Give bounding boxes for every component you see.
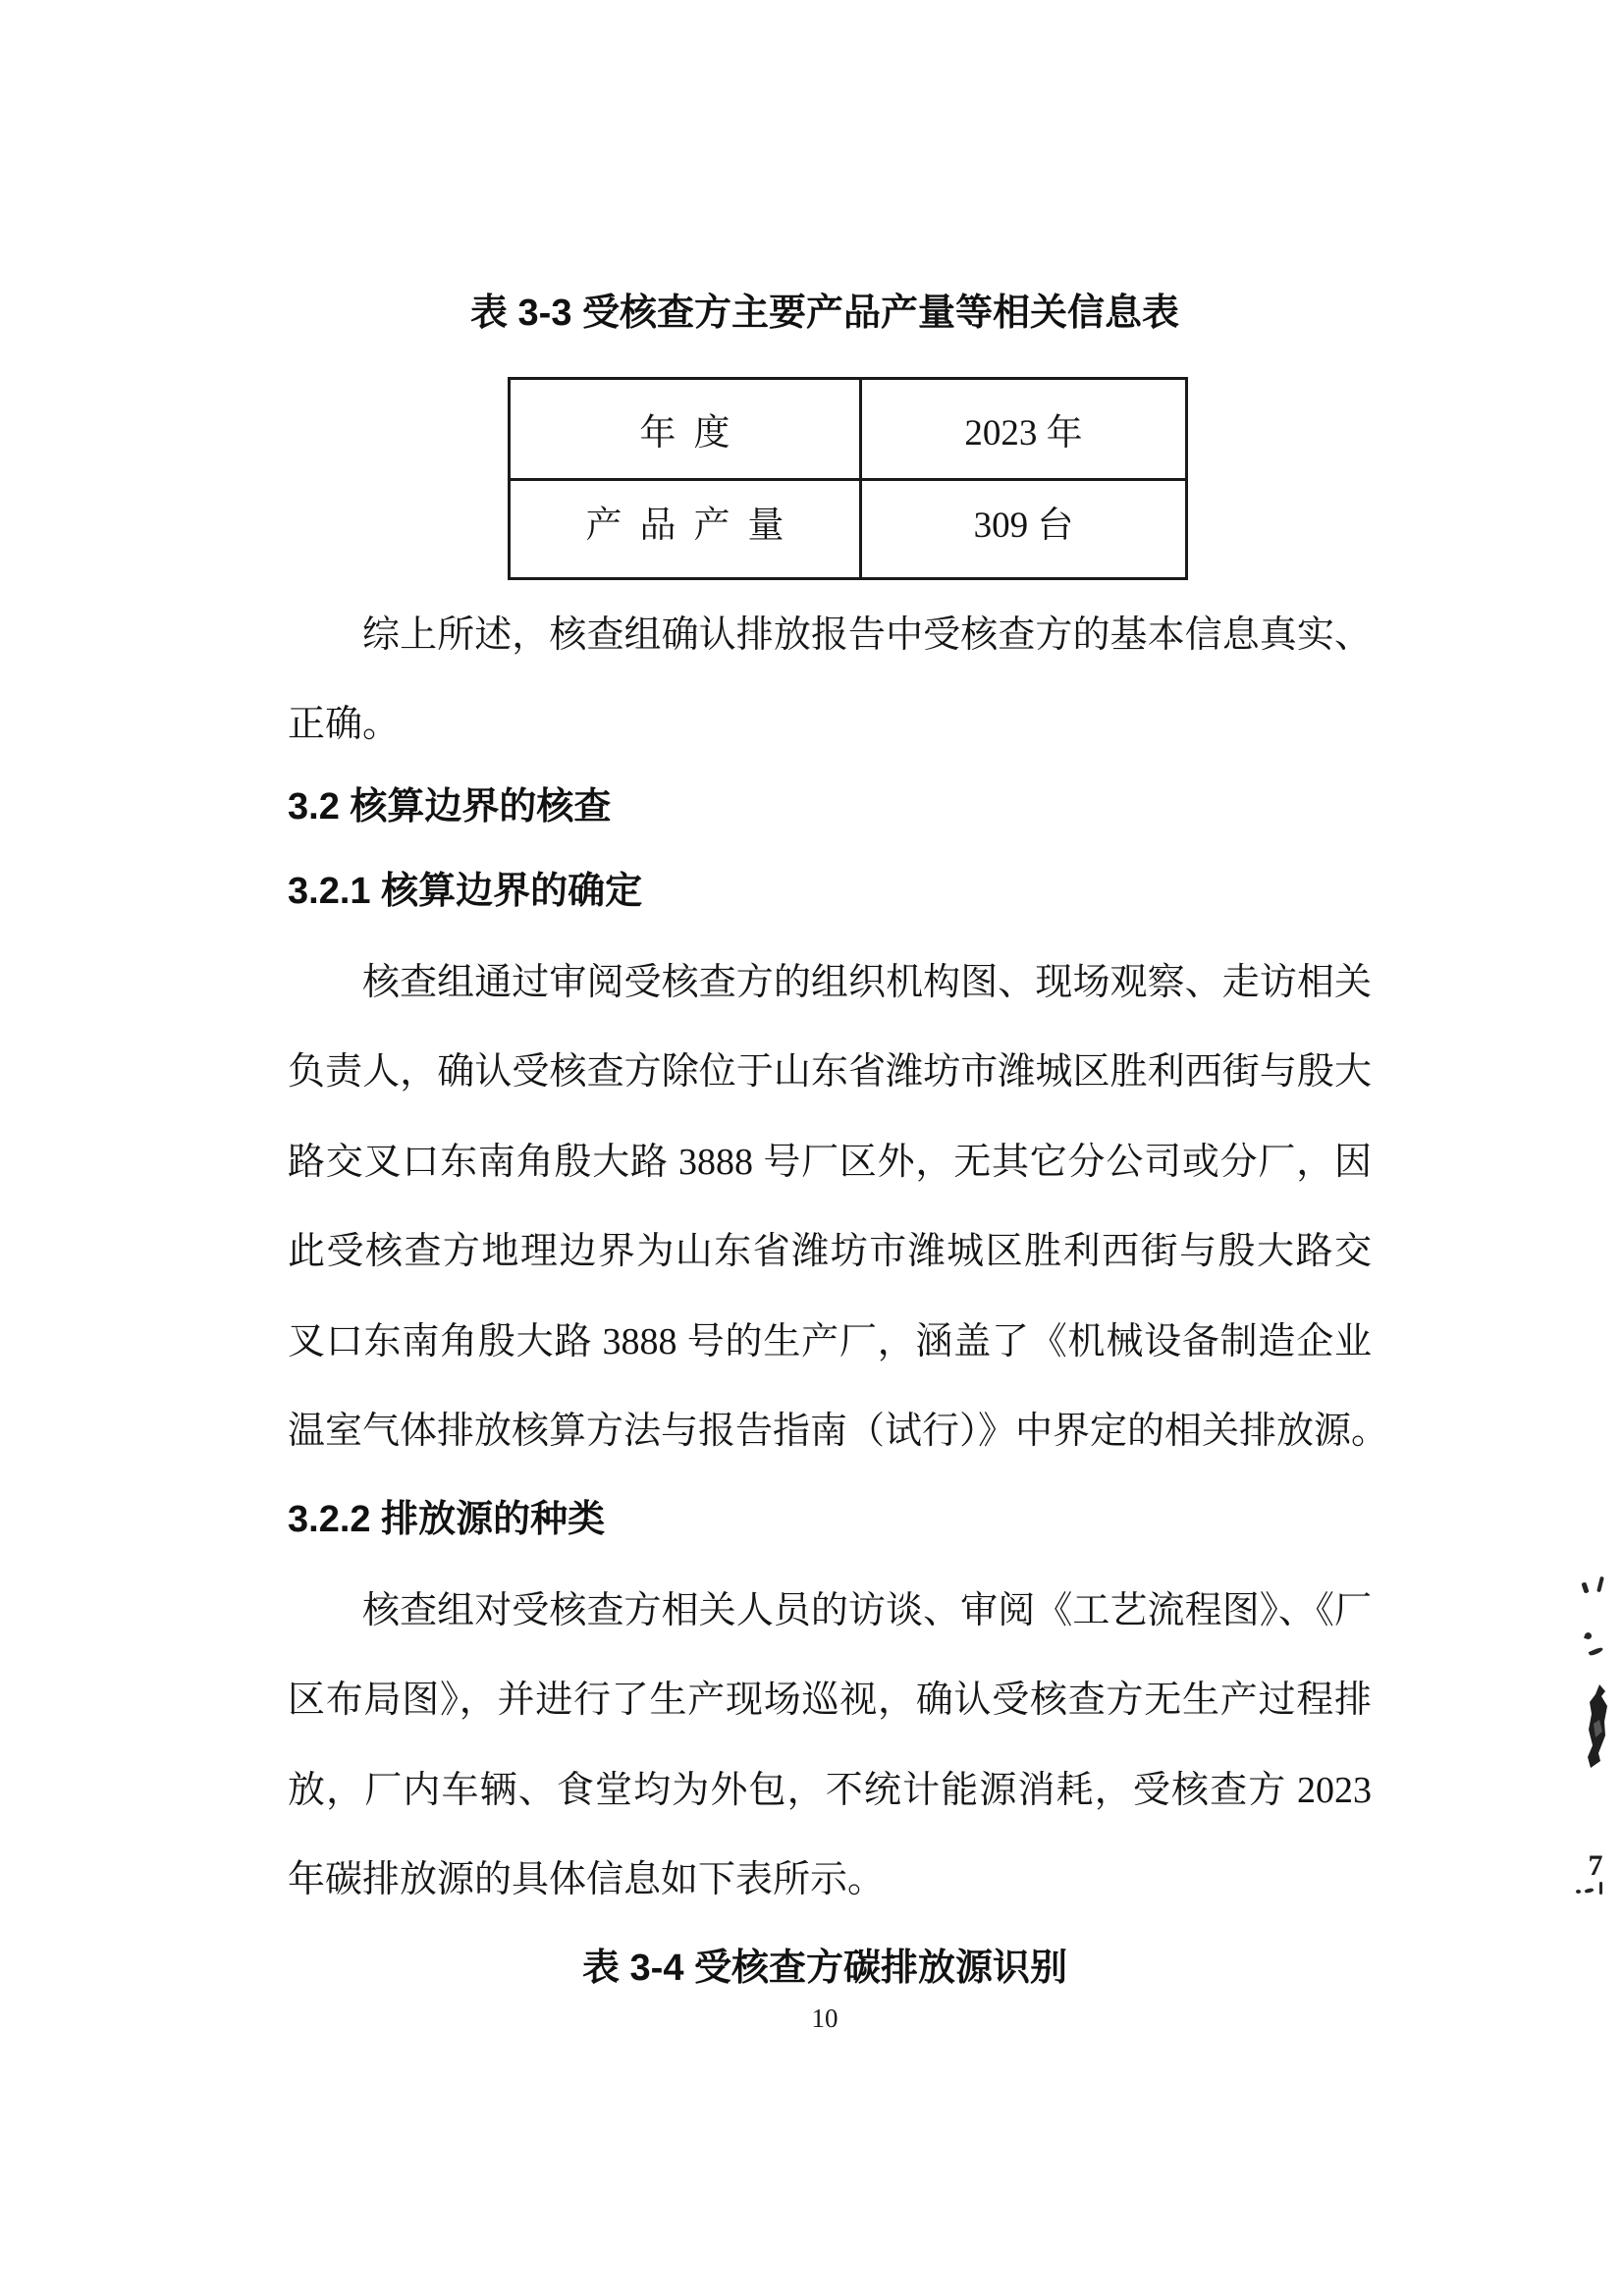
- body-line: 正确。: [288, 704, 401, 745]
- table-3-3-caption: 表 3-3 受核查方主要产品产量等相关信息表: [469, 293, 1180, 334]
- body-line: 综上所述，核查组确认排放报告中受核查方的基本信息真实、: [362, 614, 1372, 656]
- scan-artifact-tick: [1596, 1576, 1604, 1592]
- table-cell-year-value: 2023 年: [861, 379, 1187, 480]
- body-line: 此受核查方地理边界为山东省潍坊市潍城区胜利西街与殷大路交: [288, 1231, 1372, 1272]
- product-output-table: [508, 377, 1188, 580]
- table-3-4-caption: 表 3-4 受核查方碳排放源识别: [581, 1948, 1068, 1989]
- section-heading-3-2: 3.2 核算边界的核查: [288, 786, 612, 828]
- scan-artifact-dot: [1584, 1631, 1593, 1640]
- body-line: 叉口东南角殷大路 3888 号的生产厂，涵盖了《机械设备制造企业: [288, 1321, 1372, 1362]
- section-heading-3-2-2: 3.2.2 排放源的种类: [288, 1499, 606, 1540]
- table-cell-output-label: 产品产量: [510, 480, 861, 579]
- scan-artifact-smudge: [1579, 1684, 1614, 1778]
- scan-artifact-speck: [1576, 1890, 1581, 1894]
- page-number: 10: [811, 2003, 839, 2033]
- table-row: [510, 379, 1187, 480]
- body-line: 年碳排放源的具体信息如下表所示。: [288, 1859, 886, 1900]
- table-row: [510, 480, 1187, 579]
- body-line: 区布局图》，并进行了生产现场巡视，确认受核查方无生产过程排: [288, 1680, 1372, 1721]
- table-cell-output-value: 309 台: [861, 480, 1187, 579]
- scan-artifact-tick: [1581, 1581, 1589, 1593]
- body-line: 核查组通过审阅受核查方的组织机构图、现场观察、走访相关: [362, 962, 1372, 1003]
- body-line: 温室气体排放核算方法与报告指南（试行）》中界定的相关排放源。: [288, 1411, 1389, 1452]
- section-heading-3-2-1: 3.2.1 核算边界的确定: [288, 871, 643, 912]
- body-line: 核查组对受核查方相关人员的访谈、审阅《工艺流程图》、《厂: [362, 1590, 1372, 1631]
- body-line: 放，厂内车辆、食堂均为外包，不统计能源消耗，受核查方 2023: [288, 1770, 1372, 1811]
- body-line: 路交叉口东南角殷大路 3888 号厂区外，无其它分公司或分厂，因: [288, 1142, 1372, 1183]
- scan-artifact-speck: [1585, 1888, 1595, 1894]
- scan-artifact-curl: [1589, 1646, 1604, 1657]
- table-cell-year-label: 年度: [510, 379, 861, 480]
- scan-artifact-speck: [1599, 1882, 1602, 1895]
- scan-artifact-stray-digit: 7: [1588, 1849, 1603, 1882]
- body-line: 负责人，确认受核查方除位于山东省潍坊市潍城区胜利西街与殷大: [288, 1051, 1372, 1093]
